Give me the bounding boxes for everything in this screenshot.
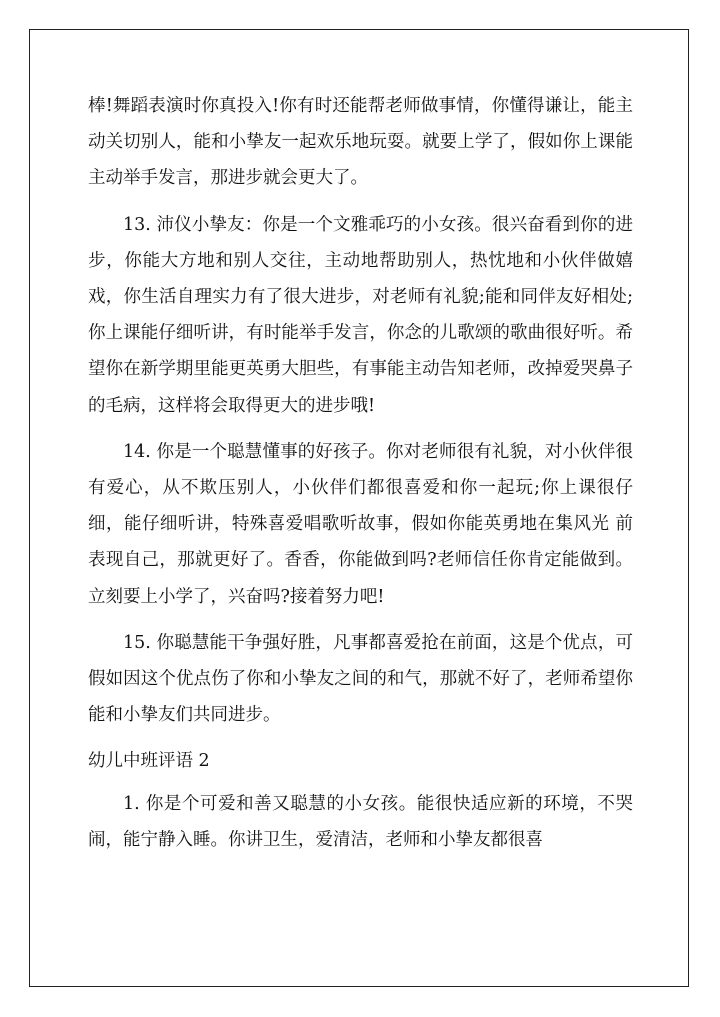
document-body xyxy=(88,88,633,868)
paragraph-item-15: 15. 你聪慧能干争强好胜，凡事都喜爱抢在前面，这是个优点，可假如因这个优点伤了你和小挚友之间的和气，那就不好了，老师希望你能和小挚友们共同进步。 xyxy=(88,632,633,726)
paragraph-item-1: 1. 你是个可爱和善又聪慧的小女孩。能很快适应新的环境，不哭闹，能宁静入睡。你讲卫生，爱清洁，老师和小挚友都很喜 xyxy=(88,793,633,850)
section-heading: 幼儿中班评语 2 xyxy=(88,751,210,772)
paragraph-continued: 棒!舞蹈表演时你真投入!你有时还能帮老师做事情，你懂得谦让，能主动关切别人，能和小挚友一起欢乐地玩耍。就要上学了，假如你上课能主动举手发言，那进步就会更大了。 xyxy=(88,96,633,189)
paragraph-item-14: 14. 你是一个聪慧懂事的好孩子。你对老师很有礼貌，对小伙伴很有爱心，从不欺压别人，小伙伴们都很喜爱和你一起玩;你上课很仔细，能仔细听讲，特殊喜爱唱歌听故事，假如你能英勇地在集风光 前表现自己，那就更好了。香香，你能做到吗?老师信任你肯定能做到。立刻要上小学了，兴奋吗?接着努力吧! xyxy=(88,441,633,607)
paragraph-item-13: 13. 沛仪小挚友：你是一个文雅乖巧的小女孩。很兴奋看到你的进步，你能大方地和别人交往，主动地帮助别人，热忱地和小伙伴做嬉戏，你生活自理实力有了很大进步，对老师有礼貌;能和同伴友好相处;你上课能仔细听讲，有时能举手发言，你念的儿歌颂的歌曲很好听。希望你在新学期里能更英勇大胆些，有事能主动告知老师，改掉爱哭鼻子的毛病，这样将会取得更大的进步哦! xyxy=(88,214,633,416)
